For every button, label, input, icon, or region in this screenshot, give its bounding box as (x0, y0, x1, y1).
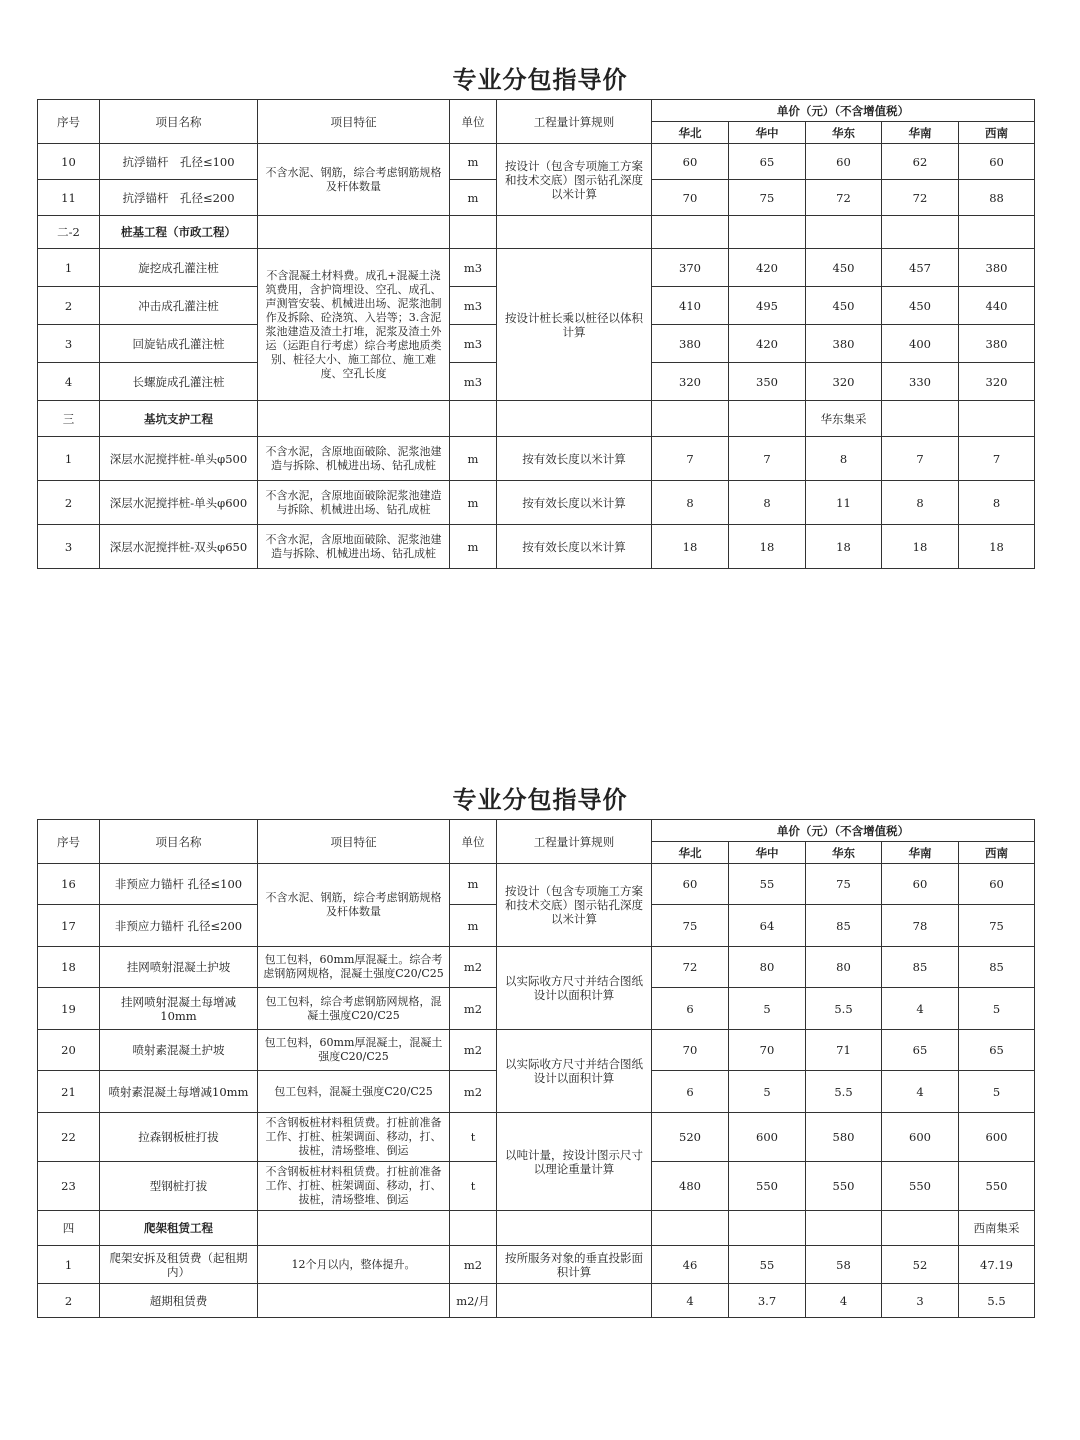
price-cell: 5 (959, 988, 1035, 1030)
unit-cell: m (450, 144, 497, 180)
name-cell: 喷射素混凝土护坡 (100, 1030, 258, 1071)
feature-cell: 不含混凝土材料费。成孔+混凝土浇筑费用，含护筒埋设、空孔、成孔、声测管安装、机械进出场、泥浆池制作及拆除、砼浇筑、入岩等；3.含泥浆池建造及渣土打堆，泥浆及渣土外运（运距自行考虑）综合考虑地质类别、桩径大小、施工部位、施工难度、空孔长度 (258, 249, 450, 401)
name-cell: 冲击成孔灌注桩 (100, 287, 258, 325)
rule-cell: 按有效长度以米计算 (497, 525, 652, 569)
price-cell: 60 (806, 144, 882, 180)
unit-cell: m3 (450, 287, 497, 325)
price-cell: 47.19 (959, 1246, 1035, 1284)
unit-cell: t (450, 1162, 497, 1211)
price-cell: 6 (652, 988, 729, 1030)
page-title-2: 专业分包指导价 (452, 786, 628, 814)
price-cell: 18 (652, 525, 729, 569)
header-region: 华中 (729, 122, 806, 144)
unit-cell: m2 (450, 1030, 497, 1071)
price-cell: 70 (652, 1030, 729, 1071)
unit-cell: m2 (450, 1071, 497, 1113)
price-cell: 440 (959, 287, 1035, 325)
price-cell: 55 (729, 1246, 806, 1284)
price-cell: 65 (882, 1030, 959, 1071)
price-cell: 52 (882, 1246, 959, 1284)
table-row (38, 1284, 1035, 1318)
name-cell: 喷射素混凝土每增减10mm (100, 1071, 258, 1113)
seq-cell: 1 (38, 1246, 100, 1284)
unit-cell: m2 (450, 1246, 497, 1284)
rule-cell: 按设计（包含专项施工方案和技术交底）图示钻孔深度以米计算 (497, 864, 652, 947)
rule-cell: 按设计桩长乘以桩径以体积计算 (497, 249, 652, 401)
unit-cell: m3 (450, 249, 497, 287)
table-row (38, 1246, 1035, 1284)
seq-cell: 16 (38, 864, 100, 905)
name-cell: 长螺旋成孔灌注桩 (100, 363, 258, 401)
procurement-note: 西南集采 (959, 1211, 1035, 1246)
price-cell: 18 (806, 525, 882, 569)
price-cell: 60 (959, 864, 1035, 905)
name-cell: 非预应力锚杆 孔径≤200 (100, 905, 258, 947)
price-cell: 550 (959, 1162, 1035, 1211)
price-cell: 3 (882, 1284, 959, 1318)
header-price: 单价（元）（不含增值税） (652, 820, 1035, 842)
table-row (38, 437, 1035, 481)
price-cell: 320 (806, 363, 882, 401)
section-row (38, 1211, 1035, 1246)
price-cell: 7 (652, 437, 729, 481)
unit-cell: m2 (450, 947, 497, 988)
price-cell: 65 (959, 1030, 1035, 1071)
header-unit: 单位 (450, 820, 497, 864)
name-cell: 深层水泥搅拌桩-单头φ500 (100, 437, 258, 481)
header-feature: 项目特征 (258, 100, 450, 144)
price-cell: 600 (959, 1113, 1035, 1162)
seq-cell: 2 (38, 1284, 100, 1318)
price-cell: 4 (652, 1284, 729, 1318)
name-cell: 非预应力锚杆 孔径≤100 (100, 864, 258, 905)
price-cell: 380 (959, 249, 1035, 287)
section-title: 爬架租赁工程 (100, 1211, 258, 1246)
price-cell: 457 (882, 249, 959, 287)
price-cell: 75 (652, 905, 729, 947)
price-cell: 600 (882, 1113, 959, 1162)
price-cell: 6 (652, 1071, 729, 1113)
price-cell: 520 (652, 1113, 729, 1162)
price-cell: 4 (882, 1071, 959, 1113)
seq-cell: 20 (38, 1030, 100, 1071)
price-cell: 65 (729, 144, 806, 180)
header-region: 华南 (882, 122, 959, 144)
name-cell: 深层水泥搅拌桩-双头φ650 (100, 525, 258, 569)
price-cell: 380 (959, 325, 1035, 363)
name-cell: 抗浮锚杆 孔径≤200 (100, 180, 258, 216)
price-cell: 18 (882, 525, 959, 569)
seq-cell: 四 (38, 1211, 100, 1246)
header-region: 华东 (806, 122, 882, 144)
price-cell: 64 (729, 905, 806, 947)
price-cell: 78 (882, 905, 959, 947)
section-title: 基坑支护工程 (100, 401, 258, 437)
header-region: 华南 (882, 842, 959, 864)
header-seq: 序号 (38, 100, 100, 144)
price-cell: 4 (882, 988, 959, 1030)
unit-cell: m2/月 (450, 1284, 497, 1318)
seq-cell: 21 (38, 1071, 100, 1113)
price-cell: 4 (806, 1284, 882, 1318)
rule-cell: 按有效长度以米计算 (497, 481, 652, 525)
seq-cell: 17 (38, 905, 100, 947)
price-cell: 5.5 (959, 1284, 1035, 1318)
feature-cell: 包工包料，综合考虑钢筋网规格，混凝土强度C20/C25 (258, 988, 450, 1030)
seq-cell: 10 (38, 144, 100, 180)
table-row (38, 864, 1035, 905)
rule-cell: 以实际收方尺寸并结合图纸设计以面积计算 (497, 947, 652, 1030)
table-row (38, 1113, 1035, 1162)
price-cell: 580 (806, 1113, 882, 1162)
name-cell: 挂网喷射混凝土护坡 (100, 947, 258, 988)
price-cell: 330 (882, 363, 959, 401)
price-cell: 75 (729, 180, 806, 216)
seq-cell: 3 (38, 325, 100, 363)
price-cell: 80 (806, 947, 882, 988)
price-cell: 5.5 (806, 988, 882, 1030)
seq-cell: 1 (38, 437, 100, 481)
header-rule: 工程量计算规则 (497, 820, 652, 864)
price-cell: 8 (806, 437, 882, 481)
price-cell: 60 (959, 144, 1035, 180)
seq-cell: 18 (38, 947, 100, 988)
name-cell: 深层水泥搅拌桩-单头φ600 (100, 481, 258, 525)
price-cell: 18 (959, 525, 1035, 569)
price-cell: 450 (806, 249, 882, 287)
price-cell: 70 (652, 180, 729, 216)
header-name: 项目名称 (100, 100, 258, 144)
price-cell: 18 (729, 525, 806, 569)
feature-cell: 包工包料，混凝土强度C20/C25 (258, 1071, 450, 1113)
price-cell: 72 (882, 180, 959, 216)
unit-cell: m (450, 481, 497, 525)
price-cell: 7 (882, 437, 959, 481)
name-cell: 回旋钻成孔灌注桩 (100, 325, 258, 363)
price-cell: 46 (652, 1246, 729, 1284)
price-cell: 58 (806, 1246, 882, 1284)
price-cell: 7 (729, 437, 806, 481)
rule-cell: 按有效长度以米计算 (497, 437, 652, 481)
price-cell: 5 (729, 988, 806, 1030)
rule-cell: 以实际收方尺寸并结合图纸设计以面积计算 (497, 1030, 652, 1113)
price-cell: 420 (729, 325, 806, 363)
name-cell: 超期租赁费 (100, 1284, 258, 1318)
name-cell: 抗浮锚杆 孔径≤100 (100, 144, 258, 180)
price-cell: 55 (729, 864, 806, 905)
price-cell: 550 (729, 1162, 806, 1211)
seq-cell: 11 (38, 180, 100, 216)
unit-cell: m2 (450, 988, 497, 1030)
header-unit: 单位 (450, 100, 497, 144)
seq-cell: 19 (38, 988, 100, 1030)
feature-cell: 不含水泥，含原地面破除、泥浆池建造与拆除、机械进出场、钻孔成桩 (258, 525, 450, 569)
header-feature: 项目特征 (258, 820, 450, 864)
seq-cell: 1 (38, 249, 100, 287)
header-region: 华中 (729, 842, 806, 864)
price-table-1 (37, 99, 1035, 569)
unit-cell: m3 (450, 325, 497, 363)
feature-cell: 12个月以内，整体提升。 (258, 1246, 450, 1284)
price-cell: 320 (652, 363, 729, 401)
seq-cell: 三 (38, 401, 100, 437)
price-cell: 85 (959, 947, 1035, 988)
feature-cell: 包工包料，60mm厚混凝土。综合考虑钢筋网规格，混凝土强度C20/C25 (258, 947, 450, 988)
unit-cell: m (450, 525, 497, 569)
rule-cell: 以吨计量，按设计图示尺寸以理论重量计算 (497, 1113, 652, 1211)
price-cell: 600 (729, 1113, 806, 1162)
header-name: 项目名称 (100, 820, 258, 864)
feature-cell: 不含水泥，含原地面破除泥浆池建造与拆除、机械进出场、钻孔成桩 (258, 481, 450, 525)
header-region: 华北 (652, 122, 729, 144)
unit-cell: m (450, 905, 497, 947)
price-cell: 370 (652, 249, 729, 287)
header-rule: 工程量计算规则 (497, 100, 652, 144)
unit-cell: t (450, 1113, 497, 1162)
price-cell: 60 (652, 144, 729, 180)
price-cell: 70 (729, 1030, 806, 1071)
seq-cell: 2 (38, 287, 100, 325)
header-region: 西南 (959, 122, 1035, 144)
section-row (38, 216, 1035, 249)
price-cell: 7 (959, 437, 1035, 481)
procurement-note: 华东集采 (806, 401, 882, 437)
price-cell: 5.5 (806, 1071, 882, 1113)
price-cell: 5 (959, 1071, 1035, 1113)
unit-cell: m3 (450, 363, 497, 401)
page-title-1: 专业分包指导价 (452, 66, 628, 94)
header-seq: 序号 (38, 820, 100, 864)
price-cell: 72 (806, 180, 882, 216)
price-cell: 380 (806, 325, 882, 363)
price-cell: 550 (882, 1162, 959, 1211)
price-cell: 450 (882, 287, 959, 325)
price-cell: 8 (729, 481, 806, 525)
price-cell: 550 (806, 1162, 882, 1211)
table-row (38, 249, 1035, 287)
header-region: 华东 (806, 842, 882, 864)
price-cell: 71 (806, 1030, 882, 1071)
section-row (38, 401, 1035, 437)
feature-cell: 不含水泥、钢筋，综合考虑钢筋规格及杆体数量 (258, 864, 450, 947)
name-cell: 拉森钢板桩打拔 (100, 1113, 258, 1162)
name-cell: 挂网喷射混凝土每增减10mm (100, 988, 258, 1030)
price-cell: 8 (882, 481, 959, 525)
table-row (38, 144, 1035, 180)
price-cell: 350 (729, 363, 806, 401)
name-cell: 爬架安拆及租赁费（起租期内） (100, 1246, 258, 1284)
feature-cell: 不含钢板桩材料租赁费。打桩前准备工作、打桩、桩架调面、移动，打、拔桩，清场整堆、倒运 (258, 1162, 450, 1211)
table-row (38, 481, 1035, 525)
price-cell: 88 (959, 180, 1035, 216)
price-cell: 60 (882, 864, 959, 905)
seq-cell: 3 (38, 525, 100, 569)
feature-cell: 包工包料，60mm厚混凝土，混凝土强度C20/C25 (258, 1030, 450, 1071)
name-cell: 旋挖成孔灌注桩 (100, 249, 258, 287)
price-cell: 62 (882, 144, 959, 180)
price-cell: 85 (882, 947, 959, 988)
header-region: 华北 (652, 842, 729, 864)
rule-cell: 按设计（包含专项施工方案和技术交底）图示钻孔深度以米计算 (497, 144, 652, 216)
price-cell: 450 (806, 287, 882, 325)
price-cell: 80 (729, 947, 806, 988)
seq-cell: 22 (38, 1113, 100, 1162)
price-cell: 8 (959, 481, 1035, 525)
price-cell: 11 (806, 481, 882, 525)
price-cell: 60 (652, 864, 729, 905)
price-cell: 5 (729, 1071, 806, 1113)
header-region: 西南 (959, 842, 1035, 864)
seq-cell: 二-2 (38, 216, 100, 249)
unit-cell: m (450, 180, 497, 216)
unit-cell: m (450, 864, 497, 905)
price-cell: 8 (652, 481, 729, 525)
seq-cell: 4 (38, 363, 100, 401)
price-cell: 320 (959, 363, 1035, 401)
name-cell: 型钢桩打拔 (100, 1162, 258, 1211)
table-row (38, 947, 1035, 988)
rule-cell: 按所服务对象的垂直投影面积计算 (497, 1246, 652, 1284)
seq-cell: 2 (38, 481, 100, 525)
price-cell: 480 (652, 1162, 729, 1211)
price-cell: 495 (729, 287, 806, 325)
feature-cell: 不含水泥、钢筋，综合考虑钢筋规格及杆体数量 (258, 144, 450, 216)
price-cell: 72 (652, 947, 729, 988)
price-cell: 410 (652, 287, 729, 325)
price-table-2 (37, 819, 1035, 1318)
price-cell: 85 (806, 905, 882, 947)
table-row (38, 525, 1035, 569)
table-row (38, 1030, 1035, 1071)
price-cell: 3.7 (729, 1284, 806, 1318)
header-price: 单价（元）（不含增值税） (652, 100, 1035, 122)
price-cell: 400 (882, 325, 959, 363)
price-cell: 420 (729, 249, 806, 287)
unit-cell: m (450, 437, 497, 481)
price-cell: 75 (959, 905, 1035, 947)
section-title: 桩基工程（市政工程） (100, 216, 258, 249)
feature-cell: 不含水泥，含原地面破除、泥浆池建造与拆除、机械进出场、钻孔成桩 (258, 437, 450, 481)
price-cell: 380 (652, 325, 729, 363)
price-cell: 75 (806, 864, 882, 905)
seq-cell: 23 (38, 1162, 100, 1211)
feature-cell: 不含钢板桩材料租赁费。打桩前准备工作、打桩、桩架调面、移动，打、拔桩，清场整堆、倒运 (258, 1113, 450, 1162)
